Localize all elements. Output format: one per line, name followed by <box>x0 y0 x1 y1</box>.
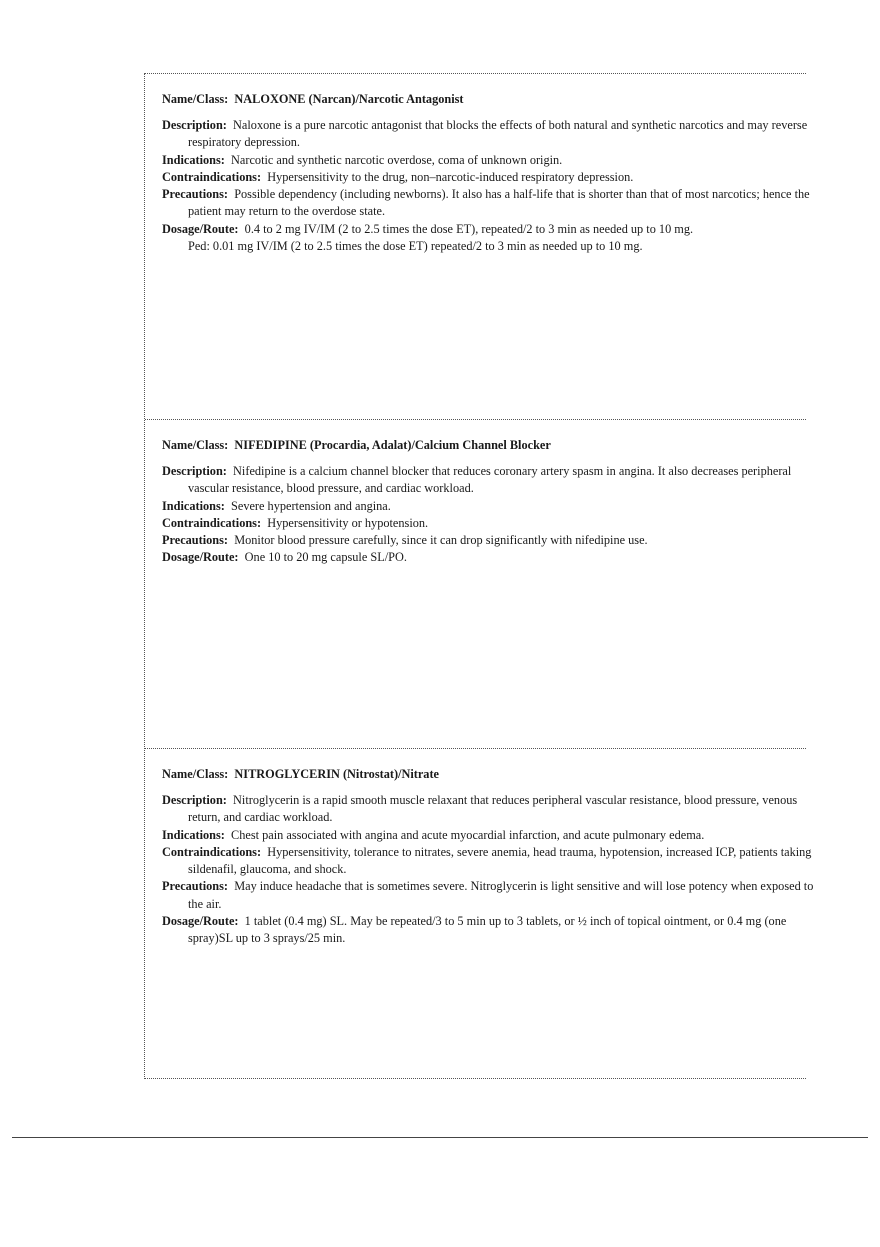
dosage-text: 1 tablet (0.4 mg) SL. May be repeated/3 to 5 min up to 3 tablets, or ½ inch of topical ointment, or 0.4 mg (one spray)SL up to 3 sprays/25 min. <box>188 914 787 946</box>
description-text: Naloxone is a pure narcotic antagonist that blocks the effects of both natural and synthetic narcotics and may reverse respiratory depression. <box>188 118 808 150</box>
indications-entry <box>162 498 818 515</box>
indications-entry <box>162 152 818 169</box>
indications-label: Indications: <box>162 498 225 513</box>
contraindications-label: Contraindications: <box>162 515 262 530</box>
dosage-text: One 10 to 20 mg capsule SL/PO. <box>244 550 407 565</box>
drug-name: NALOXONE (Narcan)/Narcotic Antagonist <box>234 92 464 106</box>
dosage-ped-text: Ped: 0.01 mg IV/IM (2 to 2.5 times the dose ET) repeated/2 to 3 min as needed up to 10 mg. <box>188 239 643 254</box>
name-class-line <box>162 437 806 454</box>
dosage-text: 0.4 to 2 mg IV/IM (2 to 2.5 times the dose ET), repeated/2 to 3 min as needed up to 10 mg. <box>244 221 694 236</box>
description-entry <box>162 117 818 152</box>
indications-text: Narcotic and synthetic narcotic overdose, coma of unknown origin. <box>231 152 563 167</box>
contraindications-text: Hypersensitivity to the drug, non–narcotic-induced respiratory depression. <box>267 169 634 184</box>
drug-card-naloxone <box>145 74 810 419</box>
contraindications-entry <box>162 844 818 879</box>
contraindications-entry <box>162 515 818 532</box>
indications-label: Indications: <box>162 827 225 842</box>
contraindications-text: Hypersensitivity or hypotension. <box>267 515 429 530</box>
drug-card-nifedipine <box>145 419 806 748</box>
contraindications-label: Contraindications: <box>162 844 262 859</box>
dosage-entry <box>162 549 818 566</box>
description-entry <box>162 463 818 498</box>
description-label: Description: <box>162 793 227 807</box>
contraindications-label: Contraindications: <box>162 169 262 184</box>
precautions-label: Precautions: <box>162 533 229 548</box>
precautions-text: Possible dependency (including newborns). It also has a half-life that is shorter than that of most narcotics; hence the patient may return to the overdose state. <box>188 187 810 219</box>
contraindications-text: Hypersensitivity, tolerance to nitrates, severe anemia, head trauma, hypotension, increased ICP, patients taking sildenafil, glaucoma, and shock. <box>188 844 812 877</box>
precautions-entry <box>162 186 818 221</box>
indications-entry <box>162 827 818 844</box>
precautions-text: May induce headache that is sometimes severe. Nitroglycerin is light sensitive and will lose potency when exposed to the air. <box>188 879 814 911</box>
drug-card-nitroglycerin <box>145 748 814 1078</box>
precautions-label: Precautions: <box>162 187 229 202</box>
description-entry <box>162 792 818 827</box>
precautions-label: Precautions: <box>162 879 229 894</box>
dosage-label: Dosage/Route: <box>162 221 239 236</box>
name-class-label: Name/Class: <box>162 767 229 781</box>
footer-divider <box>12 1137 868 1138</box>
name-class-line <box>162 766 806 783</box>
drug-name: NIFEDIPINE (Procardia, Adalat)/Calcium Channel Blocker <box>234 438 551 452</box>
description-label: Description: <box>162 118 227 132</box>
description-text: Nifedipine is a calcium channel blocker that reduces coronary artery spasm in angina. It also decreases peripheral vascular resistance, blood pressure, and cardiac workload. <box>188 464 792 496</box>
dosage-entry <box>162 221 818 238</box>
name-class-line <box>162 91 806 108</box>
description-label: Description: <box>162 464 227 478</box>
name-class-label: Name/Class: <box>162 92 229 106</box>
indications-text: Severe hypertension and angina. <box>231 498 391 513</box>
description-text: Nitroglycerin is a rapid smooth muscle relaxant that reduces peripheral vascular resistance, blood pressure, venous return, and cardiac workload. <box>188 793 798 825</box>
precautions-entry <box>162 532 818 549</box>
name-class-label: Name/Class: <box>162 438 229 452</box>
drug-name: NITROGLYCERIN (Nitrostat)/Nitrate <box>234 767 440 781</box>
precautions-entry <box>162 878 818 913</box>
indications-text: Chest pain associated with angina and acute myocardial infarction, and acute pulmonary edema. <box>231 827 705 842</box>
precautions-text: Monitor blood pressure carefully, since it can drop significantly with nifedipine use. <box>234 533 648 548</box>
dosage-label: Dosage/Route: <box>162 550 239 565</box>
flashcard-sheet <box>144 73 814 1079</box>
dosage-entry <box>162 913 818 948</box>
indications-label: Indications: <box>162 152 225 167</box>
contraindications-entry <box>162 169 818 186</box>
dosage-label: Dosage/Route: <box>162 914 239 929</box>
